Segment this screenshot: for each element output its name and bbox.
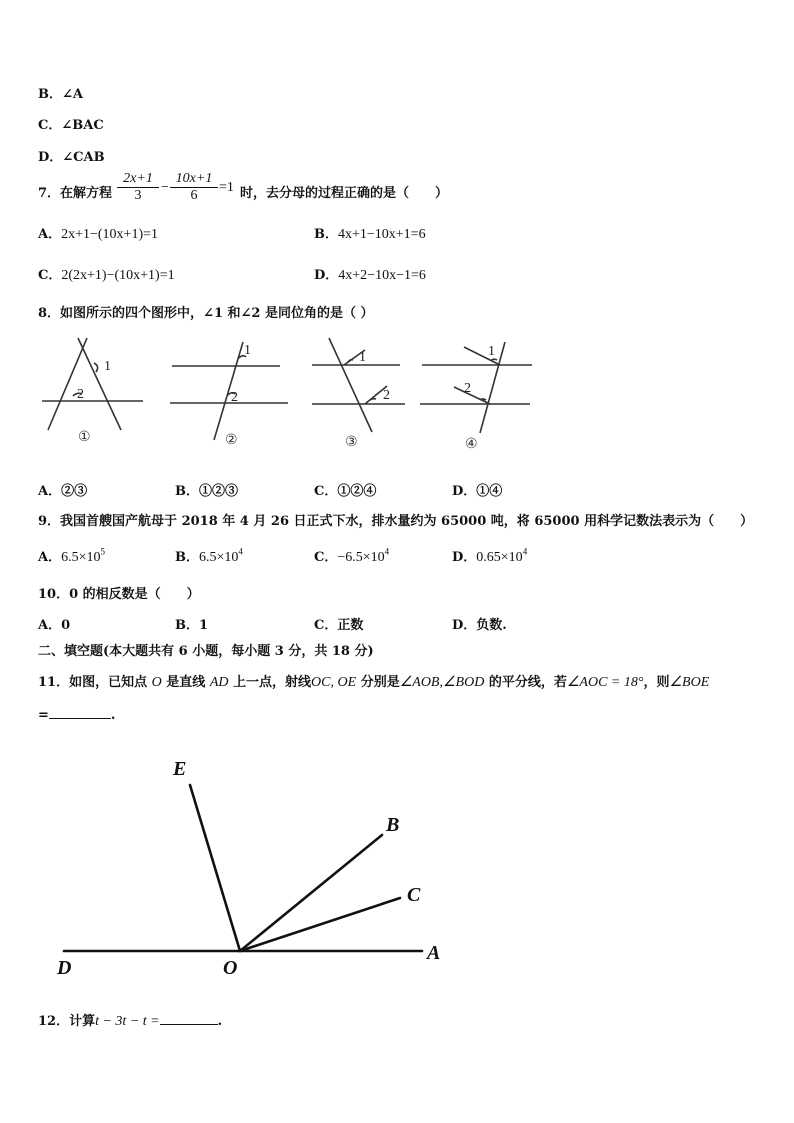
ray-oe <box>190 785 240 951</box>
answer-blank[interactable] <box>49 706 111 719</box>
option-text: ①②③ <box>199 484 239 499</box>
option-label: D． <box>452 618 477 633</box>
q7-option-b <box>314 223 426 243</box>
figure-label-1: ① <box>78 430 91 445</box>
q7-fraction-1 <box>117 171 159 204</box>
q12-expression: t − 3t − t = <box>95 1014 160 1029</box>
fig2-angle-2: 2 <box>231 390 238 405</box>
label-a: A <box>427 942 441 964</box>
option-base: 6.5×10 <box>199 550 239 565</box>
option-label: A． <box>38 618 62 633</box>
q9-option-b <box>175 546 243 566</box>
q11-text: 的平分线，若 <box>488 675 567 690</box>
option-label: A． <box>38 227 62 242</box>
q11-text: 是直线 <box>166 675 206 690</box>
label-c: C <box>407 884 421 906</box>
option-exponent: 4 <box>238 546 243 557</box>
q9-option-c <box>314 546 389 566</box>
option-text: 4x+2−10x−1=6 <box>338 268 426 283</box>
period: . <box>217 1014 223 1029</box>
q9-option-d <box>452 546 527 566</box>
label-b: B <box>386 814 400 836</box>
q8-question: 8．如图所示的四个图形中，∠1 和∠2 是同位角的是（ ） <box>38 306 374 321</box>
option-exponent: 5 <box>100 546 105 557</box>
figure-1-lines <box>42 338 143 430</box>
fraction-numerator: 2x+1 <box>117 171 159 188</box>
q7-suffix: 时，去分母的过程正确的是（ ） <box>240 186 449 201</box>
option-base: 0.65×10 <box>476 550 523 565</box>
option-base: 6.5×10 <box>61 550 101 565</box>
q11-given-angle: ∠AOC = 18° <box>566 675 644 690</box>
answer-blank[interactable] <box>160 1012 218 1025</box>
q12-question <box>38 1010 222 1030</box>
figure-label-2: ② <box>225 433 238 448</box>
q7-rhs: =1 <box>219 180 234 195</box>
q11-text: ，则 <box>643 675 670 690</box>
q10-option-d <box>452 614 507 633</box>
option-label: D． <box>452 484 477 499</box>
option-label: B． <box>38 87 62 102</box>
q9-question: 9．我国首艘国产航母于 2018 年 4 月 26 日正式下水，排水量约为 65000 吨，将 65000 用科学记数法表示为（ ） <box>38 514 754 529</box>
option-text: 2(2x+1)−(10x+1)=1 <box>61 268 175 283</box>
fig1-angle-1: 1 <box>104 359 111 374</box>
option-label: B． <box>175 484 199 499</box>
q7-prefix: 7．在解方程 <box>38 186 113 201</box>
option-text: ∠CAB <box>62 150 105 165</box>
option-label: B． <box>175 618 199 633</box>
q11-answer-line <box>38 706 115 723</box>
fraction-denominator: 3 <box>134 188 142 203</box>
figure-4-lines <box>420 342 532 433</box>
label-e: E <box>173 758 187 780</box>
q8-figures <box>30 330 550 455</box>
option-text: ①④ <box>476 484 503 499</box>
option-exponent: 4 <box>522 546 528 557</box>
q11-line-ad: AD <box>209 675 229 690</box>
option-label: D． <box>314 268 339 283</box>
q11-asked-angle: ∠BOE <box>669 675 710 690</box>
q11-point-o: O <box>151 675 162 690</box>
q8-option-d <box>452 480 502 499</box>
option-label: B． <box>314 227 338 242</box>
option-label: A． <box>38 484 62 499</box>
option-label: C． <box>38 118 62 133</box>
q7-minus: − <box>160 180 170 195</box>
option-text: ②③ <box>61 484 88 499</box>
label-d: D <box>57 957 72 979</box>
fig4-angle-1: 1 <box>488 344 495 359</box>
q11-text: 上一点，射线 <box>233 675 312 690</box>
option-label: C． <box>38 268 62 283</box>
figure-2-lines <box>170 342 288 440</box>
q11-rays: OC, OE <box>311 675 357 690</box>
option-text: 2x+1−(10x+1)=1 <box>61 227 158 242</box>
q7-option-c <box>38 264 175 284</box>
option-label: C． <box>314 550 338 565</box>
option-text: 0 <box>61 618 71 633</box>
q8-option-c <box>314 480 376 499</box>
option-label: B． <box>175 550 199 565</box>
option-base: −6.5×10 <box>337 550 385 565</box>
option-label: A． <box>38 550 62 565</box>
fraction-denominator: 6 <box>190 188 198 203</box>
q7-option-d <box>314 264 426 284</box>
q8-option-a <box>38 480 87 499</box>
fig2-angle-1: 1 <box>244 343 251 358</box>
figure-label-4: ④ <box>465 437 478 452</box>
fig3-angle-2: 2 <box>383 388 390 403</box>
q12-text: 12．计算 <box>38 1014 96 1029</box>
q6-option-b <box>38 83 83 102</box>
option-exponent: 4 <box>384 546 390 557</box>
q10-option-b <box>175 614 208 633</box>
q8-option-b <box>175 480 238 499</box>
ray-ob <box>240 835 382 951</box>
q11-angles: ∠AOB,∠BOD <box>399 675 485 690</box>
period: . <box>110 708 116 723</box>
fig4-angle-2: 2 <box>464 381 471 396</box>
q10-option-a <box>38 614 70 633</box>
option-text: ①②④ <box>337 484 377 499</box>
option-text: 4x+1−10x+1=6 <box>338 227 426 242</box>
label-o: O <box>223 957 238 979</box>
q11-text: 分别是 <box>360 675 400 690</box>
q9-option-a <box>38 546 105 566</box>
q6-option-c <box>38 114 104 133</box>
q10-option-c <box>314 614 363 633</box>
q11-figure <box>40 745 460 985</box>
option-text: 正数 <box>337 618 364 633</box>
option-label: C． <box>314 618 338 633</box>
ray-oc <box>240 898 400 951</box>
option-text: ∠A <box>62 87 83 102</box>
equals-sign: = <box>38 708 49 723</box>
q11-question <box>38 671 709 691</box>
q6-option-d <box>38 146 105 165</box>
fig1-angle-2: 2 <box>77 387 84 402</box>
q7-fraction-2 <box>170 171 218 204</box>
fig3-angle-1: 1 <box>359 350 366 365</box>
option-label: C． <box>314 484 338 499</box>
q11-text: 11．如图，已知点 <box>38 675 148 690</box>
option-text: 1 <box>199 618 209 633</box>
figure-label-3: ③ <box>345 435 358 450</box>
option-label: D． <box>38 150 63 165</box>
q10-question: 10．0 的相反数是（ ） <box>38 587 200 602</box>
section-2-heading: 二、填空题(本大题共有 6 小题，每小题 3 分，共 18 分) <box>38 644 374 659</box>
option-label: D． <box>452 550 477 565</box>
option-text: ∠BAC <box>61 118 104 133</box>
q7-option-a <box>38 223 158 243</box>
fraction-numerator: 10x+1 <box>170 171 218 188</box>
option-text: 负数. <box>476 618 507 633</box>
